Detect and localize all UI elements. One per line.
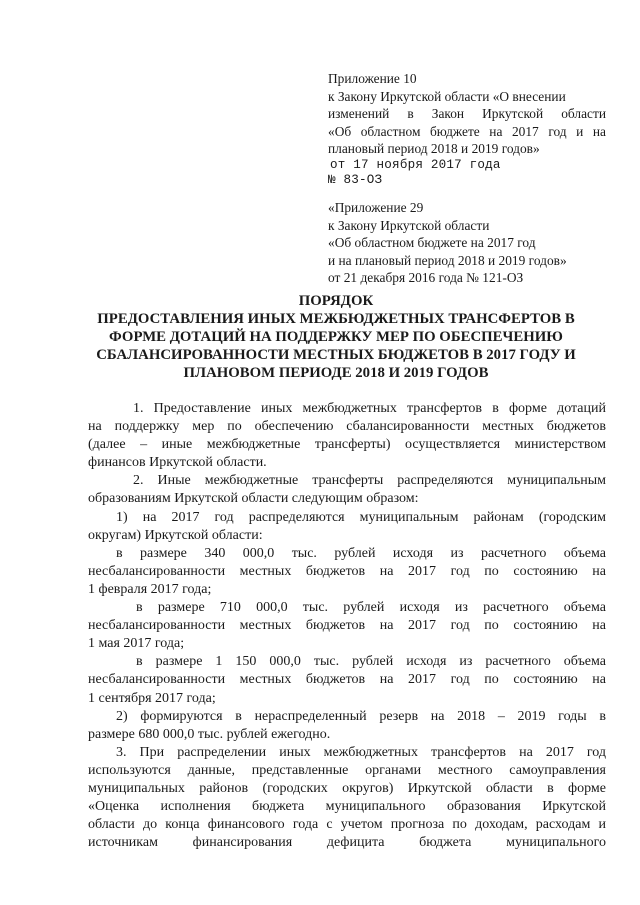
paragraph-2-1b-line: 1 мая 2017 года; [88, 636, 185, 652]
paragraph-2-1c-line: 1 сентября 2017 года; [88, 690, 216, 706]
paragraph-3-line: 3. При распределении иных межбюджетных трансфертов на 2017 год [116, 744, 606, 760]
paragraph-2-1c-line: несбалансированности местных бюджетов на 2017 год по состоянию на [88, 672, 606, 688]
annex-29-header [328, 199, 606, 287]
title-line: ПЛАНОВОМ ПЕРИОДЕ 2018 И 2019 ГОДОВ [183, 365, 489, 381]
title-line: ПРЕДОСТАВЛЕНИЯ ИНЫХ МЕЖБЮДЖЕТНЫХ ТРАНСФЕРТОВ В [97, 311, 575, 327]
paragraph-3-line: области до конца финансового года с учетом прогноза по доходам, расходам и [88, 817, 606, 833]
paragraph-2-1a-line: несбалансированности местных бюджетов на 2017 год по состоянию на [88, 563, 606, 579]
paragraph-2-line: 2. Иные межбюджетные трансферты распределяются муниципальным [133, 473, 606, 489]
annex-29-line: к Закону Иркутской области [328, 217, 490, 233]
title-line: ФОРМЕ ДОТАЦИЙ НА ПОДДЕРЖКУ МЕР ПО ОБЕСПЕЧЕНИЮ [109, 329, 563, 345]
paragraph-1-line: на поддержку мер по обеспечению сбалансированности местных бюджетов [88, 419, 606, 435]
annex-10-line: «Об областном бюджете на 2017 год и на [328, 123, 606, 139]
paragraph-1-line: (далее – иные межбюджетные трансферты) осуществляется министерством [88, 437, 606, 453]
annex-29-line: «Приложение 29 [328, 200, 424, 215]
annex-10-header [328, 70, 606, 188]
annex-29-line: от 21 декабря 2016 года № 121-ОЗ [328, 270, 524, 285]
paragraph-1-line: 1. Предоставление иных межбюджетных трансфертов в форме дотаций [133, 401, 606, 416]
paragraph-2-1a-line: 1 февраля 2017 года; [88, 581, 212, 597]
paragraph-2-2-line: размере 680 000,0 тыс. рублей ежегодно. [88, 726, 331, 742]
paragraph-2-1b-line: несбалансированности местных бюджетов на 2017 год по состоянию на [88, 618, 606, 634]
paragraph-2-1c-line: в размере 1 150 000,0 тыс. рублей исходя из расчетного объема [136, 654, 606, 670]
paragraph-3-line: источникам финансирования дефицита бюджета муниципального [88, 835, 606, 851]
paragraph-2-1b-line: в размере 710 000,0 тыс. рублей исходя из расчетного объема [136, 600, 606, 616]
paragraph-2-1-line: округам) Иркутской области: [88, 527, 263, 543]
title-line: ПОРЯДОК [298, 293, 374, 309]
title-line: СБАЛАНСИРОВАННОСТИ МЕСТНЫХ БЮДЖЕТОВ В 2017 ГОДУ И [96, 347, 576, 363]
annex-29-line: «Об областном бюджете на 2017 год [328, 235, 536, 250]
paragraph-1-line: финансов Иркутской области. [88, 455, 267, 471]
annex-10-line: к Закону Иркутской области «О внесении [328, 88, 566, 104]
annex-29-line: и на плановый период 2018 и 2019 годов» [328, 252, 567, 268]
paragraph-2-2-line: 2) формируются в нераспределенный резерв на 2018 – 2019 годы в [116, 708, 606, 724]
document-body [88, 400, 606, 852]
annex-10-number: № 83-ОЗ [328, 172, 383, 187]
annex-10-line: изменений в Закон Иркутской области [328, 106, 606, 121]
paragraph-2-1-line: 1) на 2017 год распределяются муниципальным районам (городским [116, 509, 606, 525]
paragraph-2-1a-line: в размере 340 000,0 тыс. рублей исходя из расчетного объема [116, 545, 606, 561]
annex-10-line: Приложение 10 [328, 71, 417, 86]
annex-10-line: плановый период 2018 и 2019 годов» [328, 141, 540, 156]
paragraph-3-line: «Оценка исполнения бюджета муниципального образования Иркутской [88, 799, 606, 815]
paragraph-2-line: образованиям Иркутской области следующим образом: [88, 491, 419, 507]
paragraph-3-line: используются данные, представленные органами местного самоуправления [88, 762, 606, 778]
document-title [66, 292, 606, 382]
paragraph-3-line: муниципальных районов (городских округов) Иркутской области в форме [88, 780, 606, 796]
annex-10-date: от 17 ноября 2017 года [330, 157, 501, 172]
